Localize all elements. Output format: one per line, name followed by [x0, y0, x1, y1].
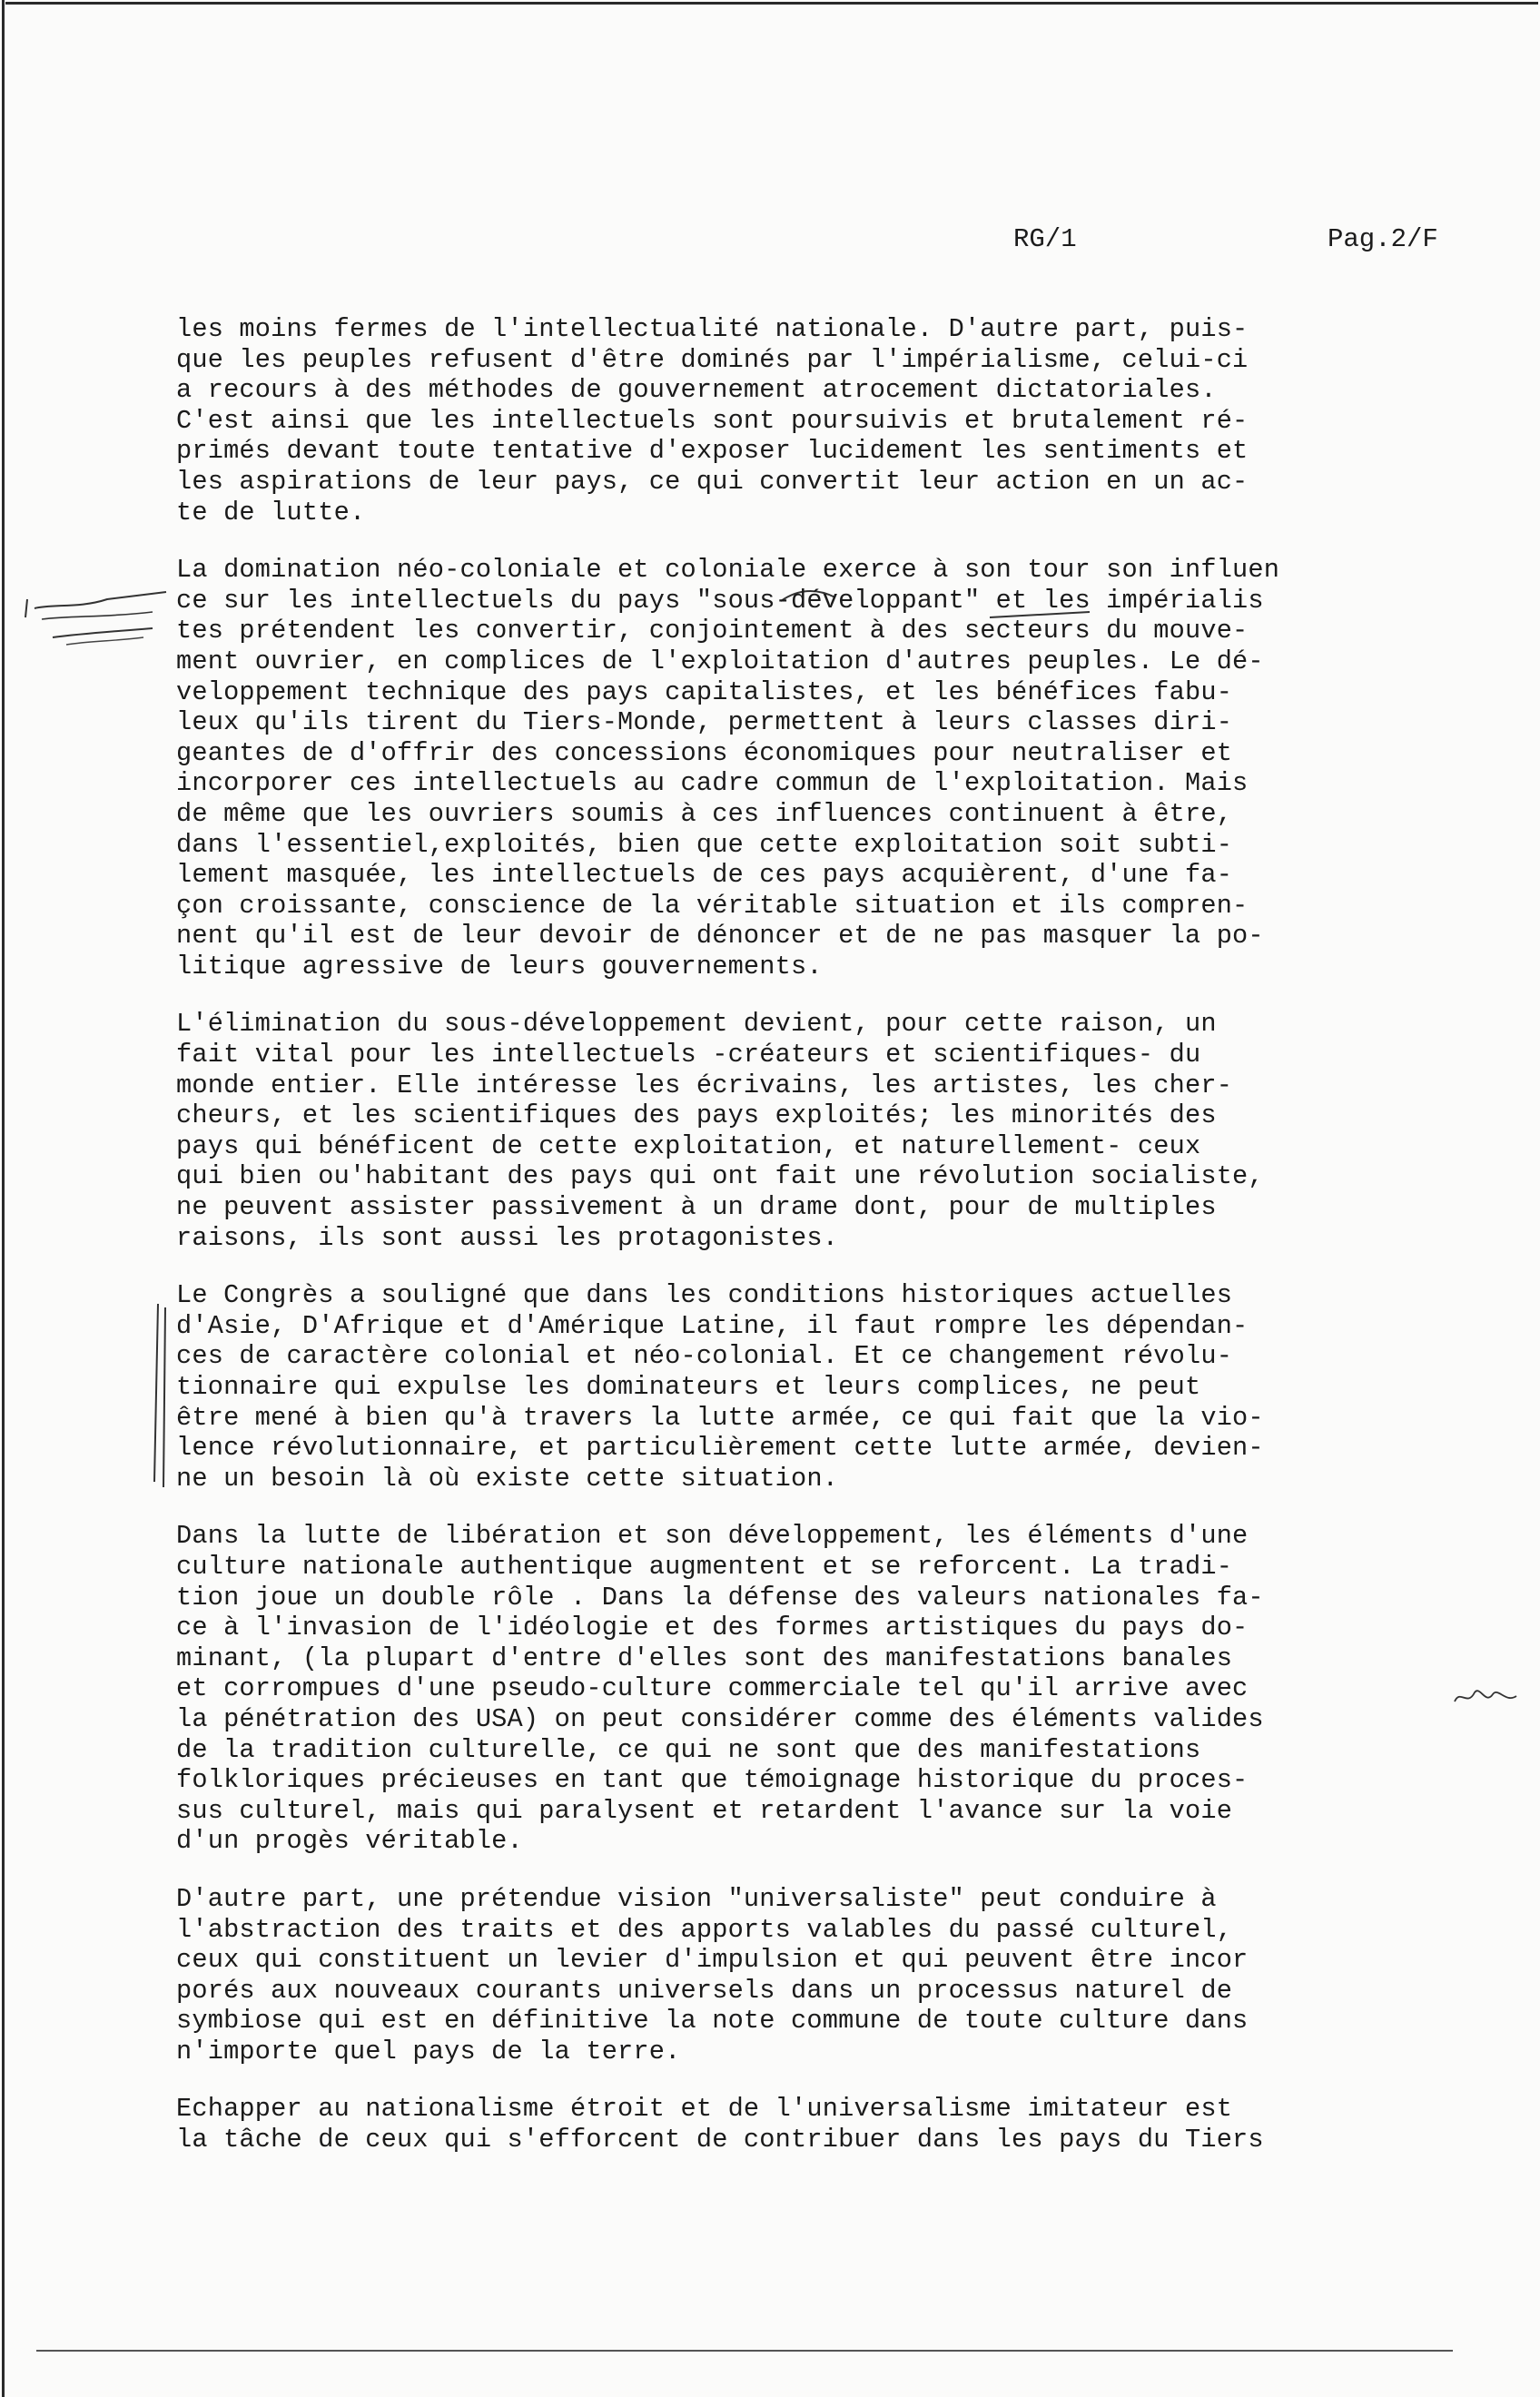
text-line: raisons, ils sont aussi les protagonistes. — [176, 1222, 839, 1253]
text-line: Dans la lutte de libération et son développement, les éléments d'une — [176, 1521, 1249, 1552]
handwritten-margin-note — [16, 581, 171, 663]
text-line: D'autre part, une prétendue vision "universaliste" peut conduire à — [176, 1883, 1217, 1914]
paragraph-7 — [176, 2094, 1484, 2155]
scan-edge-left — [2, 0, 5, 2397]
scan-edge-top — [5, 2, 1538, 5]
text-line: veloppement technique des pays capitalistes, et les bénéfices fabu- — [176, 676, 1233, 707]
scan-edge-bottom — [36, 2350, 1453, 2352]
text-line: lement masquée, les intellectuels de ces pays acquièrent, d'une fa- — [176, 860, 1233, 891]
text-line: La domination néo-coloniale et coloniale exerce à son tour son influen — [176, 555, 1280, 586]
text-line: les aspirations de leur pays, ce qui convertit leur action en un ac- — [176, 466, 1249, 497]
text-line: ce sur les intellectuels du pays "sous-développant" et les impérialis — [176, 585, 1264, 616]
text-line: d'un progès véritable. — [176, 1826, 523, 1857]
text-line: tes prétendent les convertir, conjointement à des secteurs du mouve- — [176, 616, 1249, 646]
text-line: çon croissante, conscience de la véritable situation et ils compren- — [176, 890, 1249, 921]
text-line: litique agressive de leurs gouvernements. — [176, 951, 823, 981]
paragraph-4 — [176, 1280, 1484, 1494]
text-line: et corrompues d'une pseudo-culture commerciale tel qu'il arrive avec — [176, 1673, 1249, 1704]
text-line: pays qui bénéficent de cette exploitation, et naturellement- ceux — [176, 1130, 1201, 1161]
text-line: incorporer ces intellectuels au cadre commun de l'exploitation. Mais — [176, 768, 1249, 799]
text-line: porés aux nouveaux courants universels dans un processus naturel de — [176, 1975, 1233, 2006]
text-line: cheurs, et les scientifiques des pays exploités; les minorités des — [176, 1100, 1217, 1131]
text-line: ne un besoin là où existe cette situation. — [176, 1463, 839, 1494]
text-line: qui bien ou'habitant des pays qui ont fait une révolution socialiste, — [176, 1161, 1264, 1192]
text-line: sus culturel, mais qui paralysent et retardent l'avance sur la voie — [176, 1795, 1233, 1826]
text-line: ce à l'invasion de l'idéologie et des formes artistiques du pays do- — [176, 1613, 1249, 1643]
text-line: nent qu'il est de leur devoir de dénoncer et de ne pas masquer la po- — [176, 921, 1264, 952]
text-line: fait vital pour les intellectuels -créateurs et scientifiques- du — [176, 1040, 1201, 1070]
text-line: primés devant toute tentative d'exposer lucidement les sentiments et — [176, 436, 1249, 467]
page-header — [0, 224, 1540, 261]
text-line: L'élimination du sous-développement devient, pour cette raison, un — [176, 1009, 1217, 1040]
text-line: leux qu'ils tirent du Tiers-Monde, permettent à leurs classes diri- — [176, 707, 1233, 738]
text-line: te de lutte. — [176, 497, 366, 528]
text-line: d'Asie, D'Afrique et d'Amérique Latine, il faut rompre les dépendan- — [176, 1310, 1249, 1341]
text-line: tion joue un double rôle . Dans la défense des valeurs nationales fa- — [176, 1582, 1264, 1613]
text-line: dans l'essentiel,exploités, bien que cette exploitation soit subti- — [176, 829, 1233, 860]
text-line: ment ouvrier, en complices de l'exploitation d'autres peuples. Le dé- — [176, 646, 1264, 676]
paragraph-1 — [176, 314, 1484, 528]
document-reference: RG/1 — [1013, 224, 1077, 254]
text-line: C'est ainsi que les intellectuels sont poursuivis et brutalement ré- — [176, 405, 1249, 436]
document-body — [176, 314, 1484, 2183]
paragraph-3 — [176, 1009, 1484, 1253]
handwritten-bracket-mark — [145, 1300, 173, 1491]
text-line: de la tradition culturelle, ce qui ne sont que des manifestations — [176, 1734, 1201, 1765]
text-line: les moins fermes de l'intellectualité nationale. D'autre part, puis- — [176, 314, 1249, 344]
paragraph-2 — [176, 555, 1484, 981]
text-line: a recours à des méthodes de gouvernement atrocement dictatoriales. — [176, 375, 1217, 406]
text-line: la tâche de ceux qui s'efforcent de contribuer dans les pays du Tiers — [176, 2125, 1264, 2155]
text-line: ne peuvent assister passivement à un drame dont, pour de multiples — [176, 1192, 1217, 1223]
paragraph-5 — [176, 1521, 1484, 1857]
text-line: geantes de d'offrir des concessions économiques pour neutraliser et — [176, 737, 1233, 768]
text-line: la pénétration des USA) on peut considérer comme des éléments valides — [176, 1703, 1264, 1734]
text-line: être mené à bien qu'à travers la lutte armée, ce qui fait que la vio- — [176, 1402, 1264, 1433]
text-line: ces de caractère colonial et néo-colonial. Et ce changement révolu- — [176, 1341, 1233, 1372]
text-line: ceux qui constituent un levier d'impulsion et qui peuvent être incor — [176, 1945, 1249, 1976]
text-line: que les peuples refusent d'être dominés par l'impérialisme, celui-ci — [176, 344, 1249, 375]
text-line: monde entier. Elle intéresse les écrivains, les artistes, les cher- — [176, 1070, 1233, 1100]
text-line: n'importe quel pays de la terre. — [176, 2036, 681, 2067]
text-line: folkloriques précieuses en tant que témoignage historique du proces- — [176, 1765, 1249, 1796]
text-line: l'abstraction des traits et des apports valables du passé culturel, — [176, 1914, 1233, 1945]
text-line: minant, (la plupart d'entre d'elles sont des manifestations banales — [176, 1642, 1233, 1673]
text-line: symbiose qui est en définitive la note commune de toute culture dans — [176, 2006, 1249, 2037]
page-number: Pag.2/F — [1328, 224, 1438, 254]
text-line: Le Congrès a souligné que dans les conditions historiques actuelles — [176, 1280, 1233, 1311]
text-line: Echapper au nationalisme étroit et de l'universalisme imitateur est — [176, 2094, 1233, 2125]
text-line: culture nationale authentique augmentent et se reforcent. La tradi- — [176, 1551, 1233, 1582]
text-line: de même que les ouvriers soumis à ces influences continuent à être, — [176, 798, 1233, 829]
text-line: lence révolutionnaire, et particulièrement cette lutte armée, devien- — [176, 1433, 1264, 1464]
paragraph-6 — [176, 1884, 1484, 2067]
text-line: tionnaire qui expulse les dominateurs et leurs complices, ne peut — [176, 1372, 1201, 1402]
